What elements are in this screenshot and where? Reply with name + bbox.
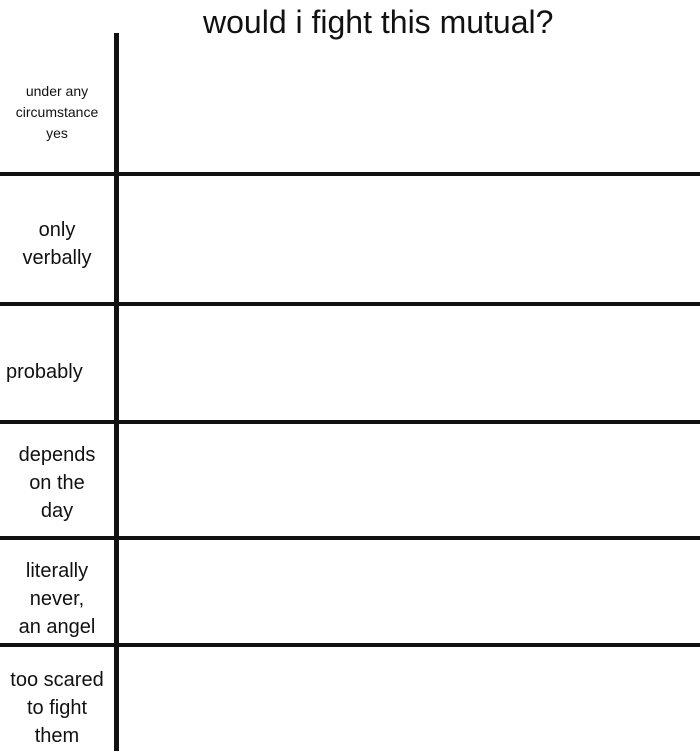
row-label-text: under any circumstance yes <box>15 82 99 141</box>
row-area-literally-never-an-angel <box>119 540 700 643</box>
row-area-under-any-circumstance-yes <box>119 40 700 172</box>
row-area-depends-on-the-day <box>119 424 700 536</box>
row-label-text: literally never, an angel <box>18 560 96 638</box>
row-label-under-any-circumstance-yes <box>0 72 114 152</box>
row-label-text: only verbally <box>22 219 92 269</box>
row-label-text: depends on the day <box>18 444 96 522</box>
row-label-only-verbally <box>0 214 114 274</box>
row-label-probably <box>0 356 120 388</box>
row-label-literally-never-an-angel <box>0 555 114 643</box>
row-label-depends-on-the-day <box>0 438 114 528</box>
row-label-text: probably <box>6 361 83 383</box>
row-label-too-scared-to-fight-them <box>0 664 114 752</box>
row-area-probably <box>119 306 700 420</box>
row-area-too-scared-to-fight-them <box>119 647 700 751</box>
row-label-text: too scared to fight them <box>10 669 104 747</box>
chart-title: would i fight this mutual? <box>203 4 554 40</box>
row-area-only-verbally <box>119 176 700 302</box>
